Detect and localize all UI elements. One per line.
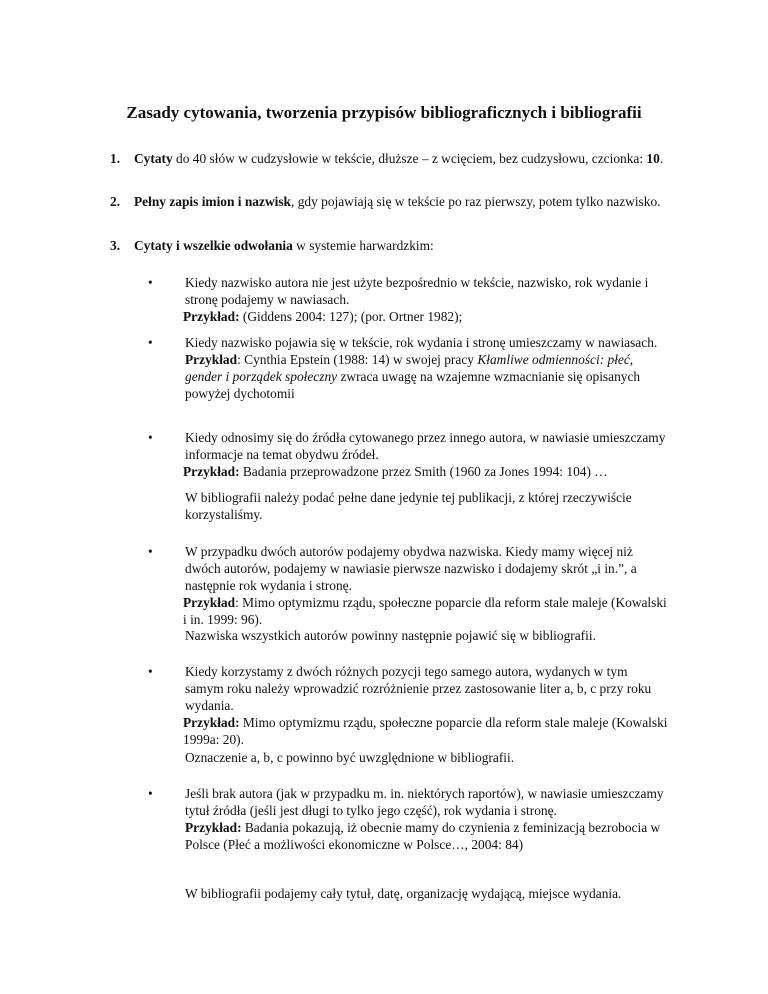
example-line (183, 714, 668, 748)
bullet-4-note: Nazwiska wszystkich autorów powinny następnie pojawić się w bibliografii. (185, 628, 596, 643)
bullet-body: Kiedy korzystamy z dwóch różnych pozycji tego samego autora, wydanych w tym samym roku należy wprowadzić rozróżnienie przez zastosowanie liter a, b, c przy roku wydania. (185, 664, 652, 713)
bullet-text (185, 663, 668, 748)
example-label: Przykład (183, 595, 236, 610)
example-label: Przykład: (183, 309, 240, 324)
bullet-item-6 (148, 785, 668, 853)
bullet-6-note: W bibliografii podajemy cały tytuł, datę, organizację wydającą, miejsce wydania. (185, 886, 622, 901)
numbered-item-1 (110, 150, 670, 167)
item-body: w systemie harwardzkim: (292, 238, 434, 253)
item-end: . (659, 151, 664, 166)
bullet-item-3 (148, 429, 668, 480)
example-text: : Cynthia Epstein (1988: 14) w swojej pracy (237, 352, 478, 367)
item-text (134, 237, 670, 254)
bullet-body: Kiedy nazwisko pojawia się w tekście, rok wydania i stronę umieszczamy w nawiasach. (185, 335, 658, 350)
bullet-body: Jeśli brak autora (jak w przypadku m. in. niektórych raportów), w nawiasie umieszczamy tytuł źródła (jeśli jest długi to tylko jego część), rok wydania i stronę. (185, 786, 664, 818)
item-bold-term: Cytaty i wszelkie odwołania (134, 238, 293, 253)
page-title: Zasady cytowania, tworzenia przypisów bibliograficznych i bibliografii (126, 103, 642, 122)
item-text (134, 150, 670, 167)
bullet-icon: • (148, 664, 153, 679)
item-number: 1. (110, 151, 121, 166)
bullet-icon: • (148, 275, 153, 290)
bullet-text (185, 334, 668, 402)
item-bold-term: Pełny zapis imion i nazwisk (134, 194, 291, 209)
item-bold-term: Cytaty (134, 151, 173, 166)
example-label: Przykład: (183, 464, 240, 479)
bullet-body: Kiedy nazwisko autora nie jest użyte bezpośrednio w tekście, nazwisko, rok wydanie i stronę podajemy w nawiasach. (185, 275, 649, 307)
bullet-icon: • (148, 335, 153, 350)
example-line (185, 351, 668, 402)
item-text (134, 193, 670, 210)
example-line (183, 594, 668, 628)
font-size-value: 10 (646, 151, 660, 166)
example-text: : Mimo optymizmu rządu, społeczne poparcie dla reform stale maleje (Kowalski i in. 1999: 96). (183, 595, 667, 627)
example-label: Przykład: (185, 820, 242, 835)
bullet-item-1 (148, 274, 668, 325)
item-body: do 40 słów w cudzysłowie w tekście, dłuższe – z wcięciem, bez cudzysłowu, czcionka: (172, 151, 647, 166)
bullet-text (185, 274, 668, 325)
bullet-item-4 (148, 543, 668, 628)
example-line (185, 819, 668, 853)
example-text: Badania przeprowadzone przez Smith (1960 za Jones 1994: 104) … (239, 464, 608, 479)
bullet-icon: • (148, 786, 153, 801)
example-line (183, 308, 668, 325)
bullet-3-note: W bibliografii należy podać pełne dane jedynie tej publikacji, z której rzeczywiście korzystaliśmy. (185, 490, 632, 522)
bullet-icon: • (148, 544, 153, 559)
bullet-text (185, 785, 668, 853)
bullet-body: W przypadku dwóch autorów podajemy obydwa nazwiska. Kiedy mamy więcej niż dwóch autorów, podajemy w nawiasie pierwsze nazwisko i dodajemy skrót „i in.”, a następnie rok wydania i stronę. (185, 544, 637, 593)
bullet-5-note: Oznaczenie a, b, c powinno być uwzględnione w bibliografii. (185, 750, 515, 765)
example-label: Przykład (185, 352, 238, 367)
bullet-item-2 (148, 334, 668, 402)
bullet-icon: • (148, 430, 153, 445)
example-line (183, 463, 668, 480)
example-label: Przykład: (183, 715, 240, 730)
item-body: , gdy pojawiają się w tekście po raz pierwszy, potem tylko nazwisko. (291, 194, 661, 209)
numbered-item-3 (110, 237, 670, 254)
example-text-continued: zwraca uwagę na wzajemne wzmacnianie się opisanych powyżej dychotomii (185, 369, 641, 401)
example-text: Mimo optymizmu rządu, społeczne poparcie dla reform stale maleje (Kowalski 1999a: 20). (183, 715, 668, 747)
item-number: 3. (110, 238, 121, 253)
example-text: (Giddens 2004: 127); (por. Ortner 1982); (239, 309, 463, 324)
numbered-item-2 (110, 193, 670, 210)
bullet-text (185, 543, 668, 628)
bullet-text (185, 429, 668, 480)
example-book-title: Kłamliwe odmienności: płeć, gender i porządek społeczny (185, 352, 634, 384)
item-number: 2. (110, 194, 121, 209)
bullet-body: Kiedy odnosimy się do źródła cytowanego przez innego autora, w nawiasie umieszczamy informacje na temat obydwu źródeł. (185, 430, 666, 462)
example-text: Badania pokazują, iż obecnie mamy do czynienia z feminizacją bezrobocia w Polsce (Płeć a możliwości ekonomiczne w Polsce…, 2004: 84) (185, 820, 661, 852)
bullet-item-5 (148, 663, 668, 748)
